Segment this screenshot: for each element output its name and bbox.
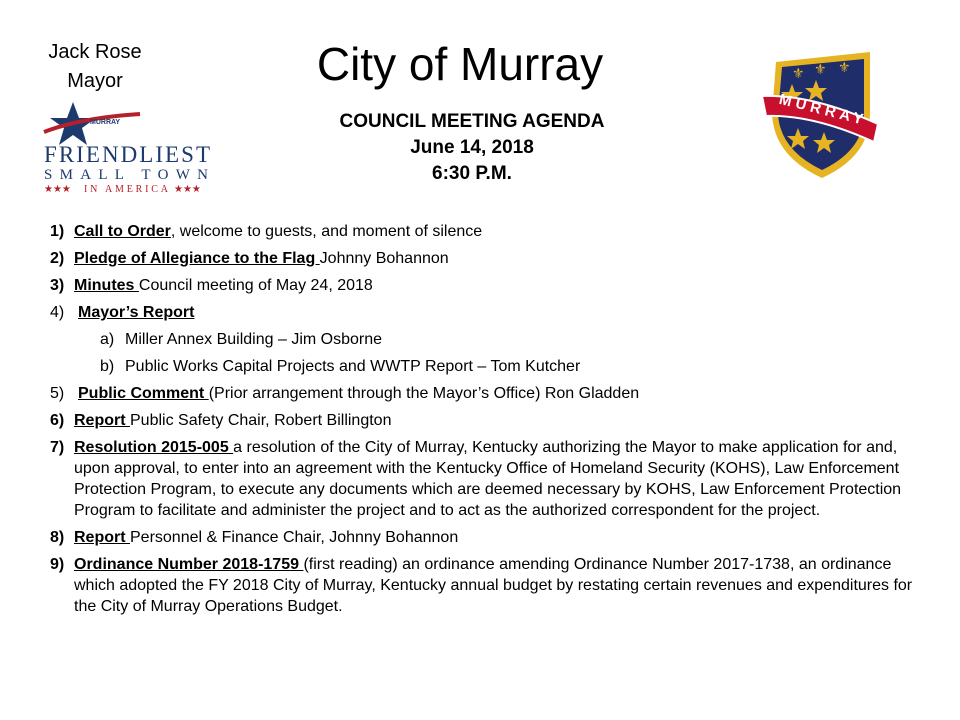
item-keyword: Call to Order xyxy=(74,223,171,240)
item-text: Personnel & Finance Chair, Johnny Bohannon xyxy=(130,529,459,546)
agenda-item-8 xyxy=(50,527,930,548)
subitem-text: Public Works Capital Projects and WWTP Report – Tom Kutcher xyxy=(125,358,581,375)
logo-line3: IN AMERICA xyxy=(84,184,168,194)
star-icon: ★★★ xyxy=(174,184,201,194)
item-number: 8) xyxy=(50,529,65,546)
fleur-de-lis-icon: ⚜ xyxy=(838,59,851,75)
item-text: , welcome to guests, and moment of silence xyxy=(170,223,483,240)
shield-banner-text: MURRAY xyxy=(777,90,865,129)
item-text: Public Safety Chair, Robert Billington xyxy=(130,412,392,429)
agenda-item-5 xyxy=(50,383,930,404)
meeting-date: June 14, 2018 xyxy=(410,137,534,158)
fleur-de-lis-icon: ⚜ xyxy=(792,65,805,81)
star-icon: ★★★ xyxy=(44,184,71,194)
murray-shield-logo xyxy=(762,44,880,180)
subitem-text: Miller Annex Building – Jim Osborne xyxy=(125,331,383,348)
item-text: Council meeting of May 24, 2018 xyxy=(138,277,373,294)
agenda-item-3 xyxy=(50,275,930,296)
page-title: City of Murray xyxy=(316,38,604,90)
agenda-item-2 xyxy=(50,248,930,269)
agenda-item-7 xyxy=(50,437,930,521)
item-number: 5) xyxy=(50,385,65,402)
item-number: 7) xyxy=(50,439,65,456)
item-text: Johnny Bohannon xyxy=(319,250,449,267)
item-keyword: Mayor’s Report xyxy=(78,304,195,321)
agenda-item-4 xyxy=(50,302,930,323)
item-text: a resolution of the City of Murray, Kentucky authorizing the Mayor to make application for and, upon approval, to enter into an agreement with the Kentucky Office of Homeland Security (KOHS), Law Enforcement Protection Program, to execute any documents which are deemed necessary by KOHS, Law Enforcement Protection Program to facilitate and administer the project and to act as the authorized correspondent for the project. xyxy=(74,439,902,519)
subitem-letter: b) xyxy=(100,358,115,375)
logo-line1: FRIENDLIEST xyxy=(44,142,210,167)
agenda-subitem-a xyxy=(100,329,930,350)
meeting-heading: COUNCIL MEETING AGENDA xyxy=(339,111,605,132)
item-number: 6) xyxy=(50,412,65,429)
item-keyword: Resolution 2015-005 xyxy=(74,439,234,456)
item-keyword: Report xyxy=(74,412,130,429)
item-number: 2) xyxy=(50,250,65,267)
mayor-title: Mayor xyxy=(67,70,123,92)
fleur-de-lis-icon: ⚜ xyxy=(814,61,827,77)
item-number: 9) xyxy=(50,556,65,573)
logo-line2: SMALL TOWN xyxy=(44,167,210,183)
meeting-time: 6:30 P.M. xyxy=(432,163,512,184)
item-keyword: Report xyxy=(74,529,130,546)
item-text: (Prior arrangement through the Mayor’s Office) Ron Gladden xyxy=(208,385,640,402)
subitem-letter: a) xyxy=(100,331,115,348)
item-number: 4) xyxy=(50,304,65,321)
item-keyword: Minutes xyxy=(74,277,139,294)
logo-small-text: MURRAY xyxy=(90,119,121,126)
agenda-list xyxy=(50,221,930,623)
item-text: (first reading) an ordinance amending Ordinance Number 2017-1738, an ordinance which adopted the FY 2018 City of Murray, Kentucky annual budget by restating certain revenues and expenditures for the City of Murray Operations Budget. xyxy=(74,556,913,615)
item-keyword: Public Comment xyxy=(78,385,209,402)
agenda-item-9 xyxy=(50,554,930,617)
mayor-name: Jack Rose xyxy=(48,41,142,63)
item-number: 3) xyxy=(50,277,65,294)
agenda-item-1 xyxy=(50,221,930,242)
item-number: 1) xyxy=(50,223,65,240)
agenda-item-6 xyxy=(50,410,930,431)
item-keyword: Pledge of Allegiance to the Flag xyxy=(74,250,320,267)
item-keyword: Ordinance Number 2018-1759 xyxy=(74,556,304,573)
agenda-subitem-b xyxy=(100,356,930,377)
